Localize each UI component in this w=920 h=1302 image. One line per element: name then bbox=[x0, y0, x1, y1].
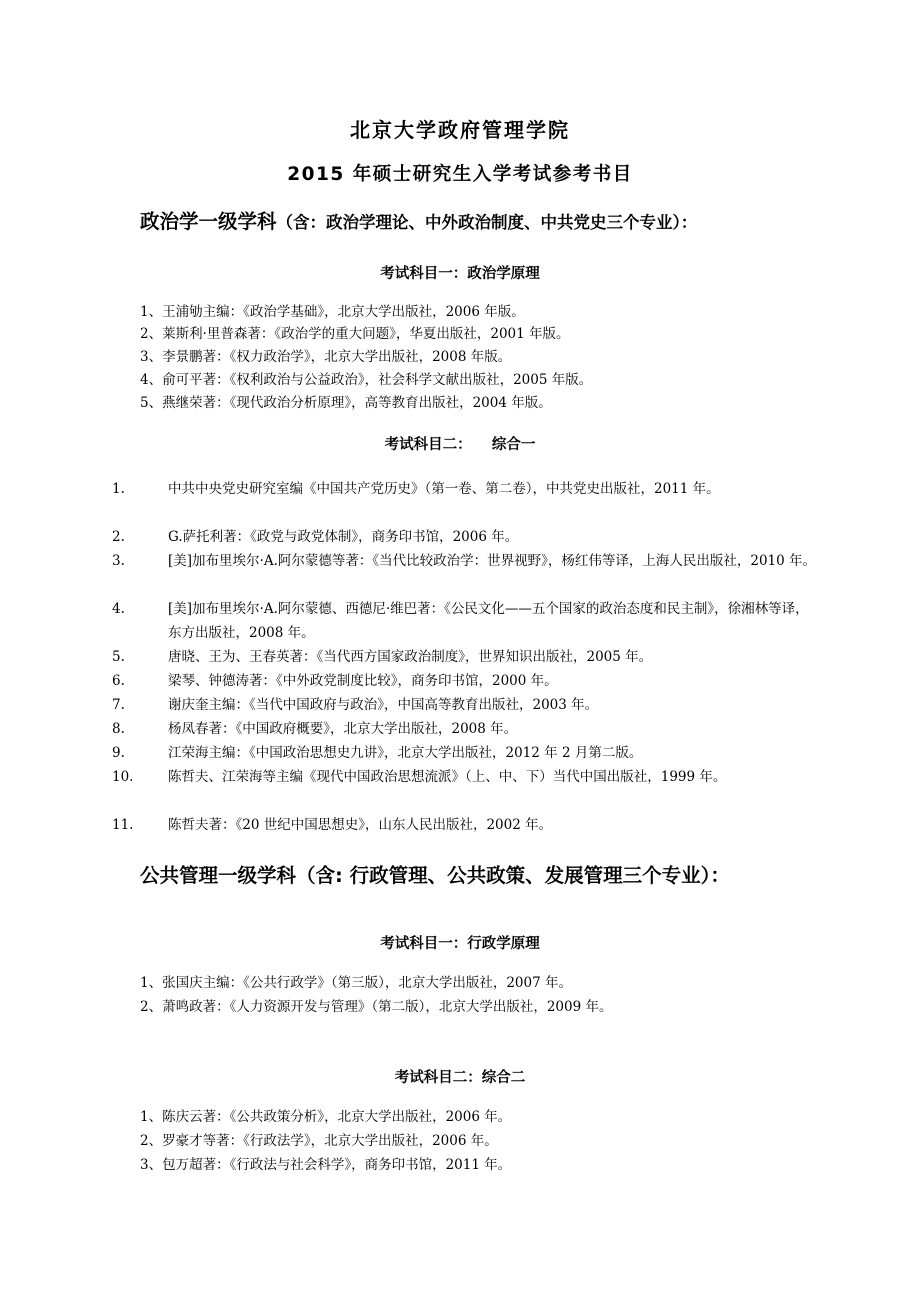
subject-heading: 考试科目一：政治学原理 bbox=[380, 266, 540, 282]
list-item: 9. 江荣海主编：《中国政治思想史九讲》，北京大学出版社，2012 年 2 月第二版。 bbox=[112, 745, 643, 761]
list-item: 11. 陈哲夫著：《20 世纪中国思想史》，山东人民出版社，2002 年。 bbox=[112, 817, 553, 833]
subject-heading: 考试科目二：综合二 bbox=[394, 1070, 526, 1086]
list-item: 2、莱斯利·里普森著：《政治学的重大问题》，华夏出版社，2001 年版。 bbox=[140, 326, 570, 342]
list-item: 1、张国庆主编：《公共行政学》（第三版），北京大学出版社，2007 年。 bbox=[140, 975, 572, 991]
list-item: 8. 杨凤春著：《中国政府概要》，北京大学出版社，2008 年。 bbox=[112, 721, 518, 737]
list-item: 6. 梁琴、钟德涛著：《中外政党制度比较》，商务印书馆，2000 年。 bbox=[112, 673, 558, 689]
list-item: 5、燕继荣著：《现代政治分析原理》，高等教育出版社，2004 年版。 bbox=[140, 395, 552, 411]
list-item: 4. [美]加布里埃尔·A.阿尔蒙德、西德尼·维巴著：《公民文化——五个国家的政治态度和民主制》，徐湘林等译，东方出版社，2008 年。 bbox=[112, 601, 809, 641]
discipline-scope: （含：政治学理论、中外政治制度、中共党史三个专业）： bbox=[276, 213, 698, 232]
document-subtitle: 2015 年硕士研究生入学考试参考书目 bbox=[287, 164, 633, 185]
list-item: 5. 唐晓、王为、王春英著：《当代西方国家政治制度》，世界知识出版社，2005 年。 bbox=[112, 649, 653, 665]
list-item: 3、李景鹏著：《权力政治学》，北京大学出版社，2008 年版。 bbox=[140, 349, 512, 365]
list-item: 4、俞可平著：《权利政治与公益政治》，社会科学文献出版社，2005 年版。 bbox=[140, 372, 593, 388]
list-item: 10. 陈哲夫、江荣海等主编《现代中国政治思想流派》（上、中、下）当代中国出版社，1999 年。 bbox=[112, 769, 727, 785]
list-item: 3、包万超著：《行政法与社会科学》，商务印书馆，2011 年。 bbox=[140, 1157, 512, 1173]
subject-heading: 考试科目二： 综合一 bbox=[384, 437, 536, 453]
list-item: 1、陈庆云著：《公共政策分析》，北京大学出版社，2006 年。 bbox=[140, 1109, 512, 1125]
discipline-heading-public-management: 公共管理一级学科（含: 行政管理、公共政策、发展管理三个专业）： bbox=[140, 864, 730, 887]
list-item: 1. 中共中央党史研究室编《中国共产党历史》（第一卷、第二卷），中共党史出版社，2011 年。 bbox=[112, 481, 720, 497]
discipline-heading-politics bbox=[140, 206, 697, 234]
list-item: 2. G.萨托利著：《政党与政党体制》，商务印书馆，2006 年。 bbox=[112, 529, 519, 545]
subject-heading: 考试科目一：行政学原理 bbox=[380, 936, 540, 952]
document-title: 北京大学政府管理学院 bbox=[350, 118, 570, 142]
list-item: 7. 谢庆奎主编：《当代中国政府与政治》，中国高等教育出版社，2003 年。 bbox=[112, 697, 599, 713]
list-item: 2、萧鸣政著：《人力资源开发与管理》（第二版），北京大学出版社，2009 年。 bbox=[140, 999, 613, 1015]
list-item: 3. [美]加布里埃尔·A.阿尔蒙德等著：《当代比较政治学：世界视野》，杨红伟等译，上海人民出版社，2010 年。 bbox=[112, 553, 817, 569]
list-item: 1、王浦劬主编：《政治学基础》，北京大学出版社，2006 年版。 bbox=[140, 304, 525, 320]
list-item: 2、罗豪才等著：《行政法学》，北京大学出版社，2006 年。 bbox=[140, 1133, 498, 1149]
discipline-name: 政治学一级学科 bbox=[140, 210, 277, 233]
